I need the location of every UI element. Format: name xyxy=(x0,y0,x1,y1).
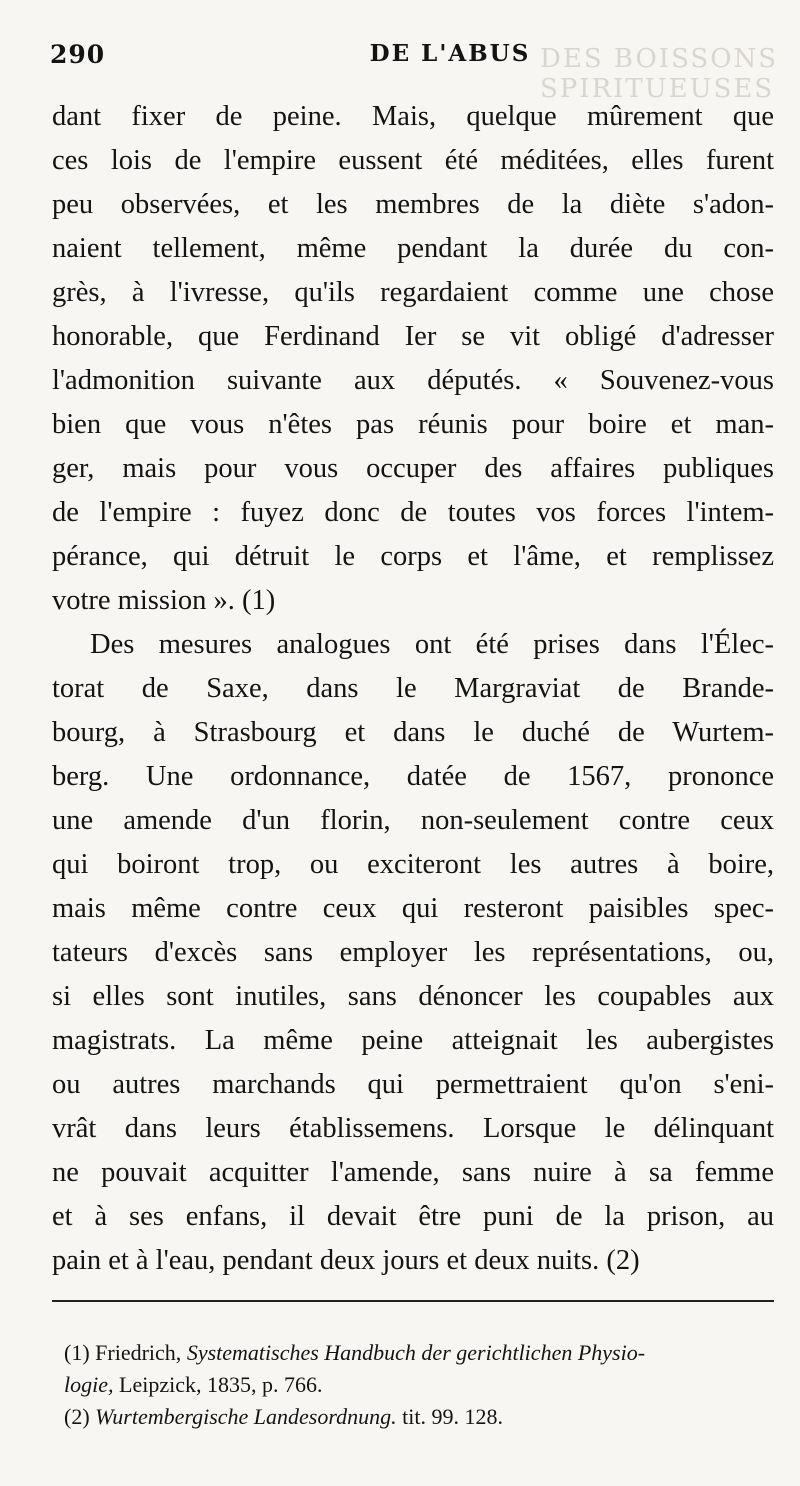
text-line: si elles sont inutiles, sans dénoncer les coupables aux xyxy=(52,981,774,1012)
running-title: DE L'ABUS xyxy=(369,40,531,67)
footnote-marker: (1) xyxy=(64,1340,90,1365)
text-line: et à ses enfans, il devait être puni de la prison, au xyxy=(52,1201,774,1232)
text-line: berg. Une ordonnance, datée de 1567, prononce xyxy=(52,761,774,792)
show-through-text: DES BOISSONS SPIRITUEUSES xyxy=(540,44,779,104)
body-text xyxy=(52,95,774,1283)
text-line: ne pouvait acquitter l'amende, sans nuire à sa femme xyxy=(52,1157,774,1188)
text-line: bourg, à Strasbourg et dans le duché de Wurtem- xyxy=(52,717,774,748)
text-line: pain et à l'eau, pendant deux jours et deux nuits. (2) xyxy=(52,1245,640,1276)
footnote-title: Systematisches Handbuch der gerichtlichen Physio- xyxy=(186,1340,646,1365)
footnote-2 xyxy=(64,1401,774,1433)
footnote-title-continued: logie, xyxy=(64,1372,114,1397)
text-line: une amende d'un florin, non-seulement contre ceux xyxy=(52,805,774,836)
footnote-title: Wurtembergische Landesordnung. xyxy=(95,1404,397,1429)
text-line: de l'empire : fuyez donc de toutes vos forces l'intem- xyxy=(52,497,774,528)
text-line: l'admonition suivante aux députés. « Souvenez-vous xyxy=(52,365,774,396)
paragraph-2 xyxy=(52,623,774,1283)
footnotes xyxy=(64,1337,774,1433)
text-line: pérance, qui détruit le corps et l'âme, et remplissez xyxy=(52,541,774,572)
text-line: Des mesures analogues ont été prises dans l'Élec- xyxy=(90,629,774,660)
text-line: vrât dans leurs établissemens. Lorsque le délinquant xyxy=(52,1113,774,1144)
paragraph-1 xyxy=(52,95,774,623)
footnote-citation: Leipzick, 1835, p. 766. xyxy=(119,1372,323,1397)
footnote-1 xyxy=(64,1337,774,1401)
text-line: ger, mais pour vous occuper des affaires publiques xyxy=(52,453,774,484)
text-line: ces lois de l'empire eussent été méditées, elles furent xyxy=(52,145,774,176)
footnote-author: Friedrich, xyxy=(95,1340,182,1365)
text-line: torat de Saxe, dans le Margraviat de Brande- xyxy=(52,673,774,704)
page-header xyxy=(50,40,770,80)
text-line: magistrats. La même peine atteignait les aubergistes xyxy=(52,1025,774,1056)
footnote-marker: (2) xyxy=(64,1404,90,1429)
text-line: bien que vous n'êtes pas réunis pour boire et man- xyxy=(52,409,774,440)
text-line: tateurs d'excès sans employer les représentations, ou, xyxy=(52,937,774,968)
footnote-citation: tit. 99. 128. xyxy=(402,1404,503,1429)
text-line: honorable, que Ferdinand Ier se vit obligé d'adresser xyxy=(52,321,774,352)
text-line: qui boiront trop, ou exciteront les autres à boire, xyxy=(52,849,774,880)
text-line: dant fixer de peine. Mais, quelque mûrement que xyxy=(52,101,774,132)
footnote-divider xyxy=(52,1300,774,1302)
text-line: mais même contre ceux qui resteront paisibles spec- xyxy=(52,893,774,924)
text-line: votre mission ». (1) xyxy=(52,585,276,616)
text-line: grès, à l'ivresse, qu'ils regardaient comme une chose xyxy=(52,277,774,308)
text-line: naient tellement, même pendant la durée du con- xyxy=(52,233,774,264)
page-number: 290 xyxy=(50,40,106,69)
text-line: ou autres marchands qui permettraient qu'on s'eni- xyxy=(52,1069,774,1100)
text-line: peu observées, et les membres de la diète s'adon- xyxy=(52,189,774,220)
